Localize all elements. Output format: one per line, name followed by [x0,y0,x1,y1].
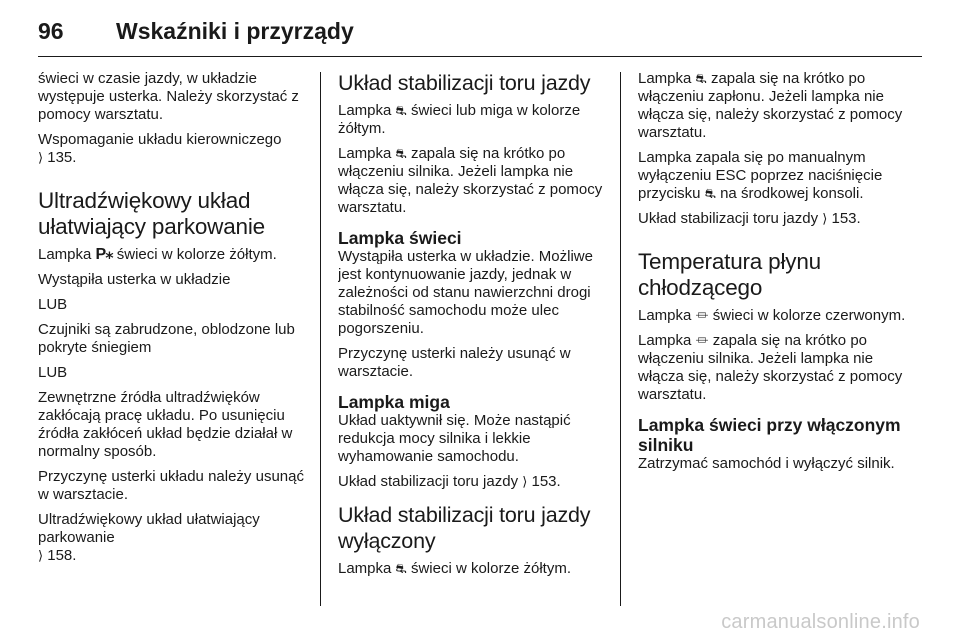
paragraph [38,511,310,565]
text: Lampka [638,332,692,349]
paragraph: Czujniki są zabrudzone, oblodzone lub pokryte śniegiem [38,321,295,356]
text: na środkowej konsoli. [720,185,864,202]
text: zapala się na krótko po włączeniu zapłonu. Jeżeli lampka nie włącza się, należy skorzystać z pomocy warsztatu. [638,70,903,141]
text: świeci lub miga w kolorze żółtym. [338,102,581,137]
column-1 [38,70,310,608]
paragraph: LUB [38,296,68,313]
text: zapala się na krótko po włączeniu silnika. Jeżeli lampka nie włącza się, należy skorzystać z pomocy warsztatu. [338,145,603,216]
subheading-light-flashing: Lampka miga [338,392,450,412]
column-2 [338,70,610,608]
text: świeci w kolorze żółtym. [410,560,571,577]
page-reference[interactable]: 135. [47,149,77,166]
esc-off-icon: ⛐ [395,561,407,576]
subheading-light-on-engine-running: Lampka świeci przy włączonym silniku [638,415,901,455]
paragraph [38,246,310,264]
column-divider [620,72,621,606]
text: Ultradźwiękowy układ ułatwiający parkowanie [38,511,260,546]
paragraph: Przyczynę usterki należy usunąć w warsztacie. [338,345,571,380]
text: świeci w kolorze żółtym. [116,246,277,263]
page-reference[interactable]: 158. [47,547,77,564]
page-reference[interactable]: 153. [531,473,561,490]
text: Lampka [38,246,92,263]
esc-skid-icon: ⛐ [395,103,407,118]
text: Układ stabilizacji toru jazdy [638,210,819,227]
reference-arrow-icon: ⟩ [38,548,44,563]
text: Lampka [638,307,692,324]
reference-arrow-icon: ⟩ [522,474,528,489]
paragraph: Wystąpiła usterka w układzie [38,271,231,288]
esc-skid-icon: ⛐ [395,146,407,161]
paragraph: Wystąpiła usterka w układzie. Możliwe jest kontynuowanie jazdy, jednak w zależności od stanu nawierzchni drogi stabilność samochodu może ulec pogorszeniu. [338,248,593,337]
text: Lampka [338,102,392,119]
esc-off-icon: ⛐ [704,186,716,201]
page-reference[interactable]: 153. [831,210,861,227]
esc-off-icon: ⛐ [695,71,707,86]
paragraph [338,145,610,217]
section-heading-parking: Ultradźwiękowy układ ułatwiający parkowanie [38,188,265,239]
paragraph [638,210,910,228]
parking-sensor-icon: P⁎ [95,246,113,263]
column-3 [638,70,910,608]
text: zapala się na krótko po włączeniu silnika. Jeżeli lampka nie włącza się, należy skorzystać z pomocy warsztatu. [638,332,903,403]
paragraph [338,473,610,491]
paragraph: Układ uaktywnił się. Może nastąpić redukcja mocy silnika i lekkie wyhamowanie samochodu. [338,412,571,465]
text: Lampka zapala się po manualnym wyłączeniu ESC poprzez naciśnięcie przycisku [638,149,883,202]
text: Wspomaganie układu kierowniczego [38,131,282,148]
text: Lampka [638,70,692,87]
paragraph [638,332,910,404]
paragraph: Zatrzymać samochód i wyłączyć silnik. [638,455,895,472]
reference-arrow-icon: ⟩ [38,150,44,165]
paragraph [338,102,610,138]
paragraph [638,149,910,203]
text: Lampka [338,145,392,162]
coolant-temperature-icon: ⏛ [695,333,709,348]
paragraph [638,307,910,325]
section-heading-coolant: Temperatura płynu chłodzącego [638,249,821,300]
paragraph: świeci w czasie jazdy, w układzie występuje usterka. Należy skorzystać z pomocy warsztatu. [38,70,299,123]
watermark: carmanualsonline.info [721,611,920,633]
page-number: 96 [38,18,64,44]
paragraph: Zewnętrzne źródła ultradźwięków zakłócają pracę układu. Po usunięciu źródła zakłóceń układ będzie działał w normalny sposób. [38,389,293,460]
paragraph [338,560,610,578]
paragraph: LUB [38,364,68,381]
paragraph [38,131,310,167]
subheading-light-on: Lampka świeci [338,228,462,248]
page-header [38,14,922,57]
text: świeci w kolorze czerwonym. [712,307,906,324]
section-heading-esc-off: Układ stabilizacji toru jazdy wyłączony [338,503,591,553]
paragraph [638,70,910,142]
text: Układ stabilizacji toru jazdy [338,473,519,490]
coolant-temperature-icon: ⏛ [695,308,709,323]
running-title: Wskaźniki i przyrządy [116,18,354,44]
reference-arrow-icon: ⟩ [822,211,828,226]
section-heading-esc: Układ stabilizacji toru jazdy [338,71,591,95]
column-divider [320,72,321,606]
paragraph: Przyczynę usterki układu należy usunąć w warsztacie. [38,468,304,503]
text: Lampka [338,560,392,577]
